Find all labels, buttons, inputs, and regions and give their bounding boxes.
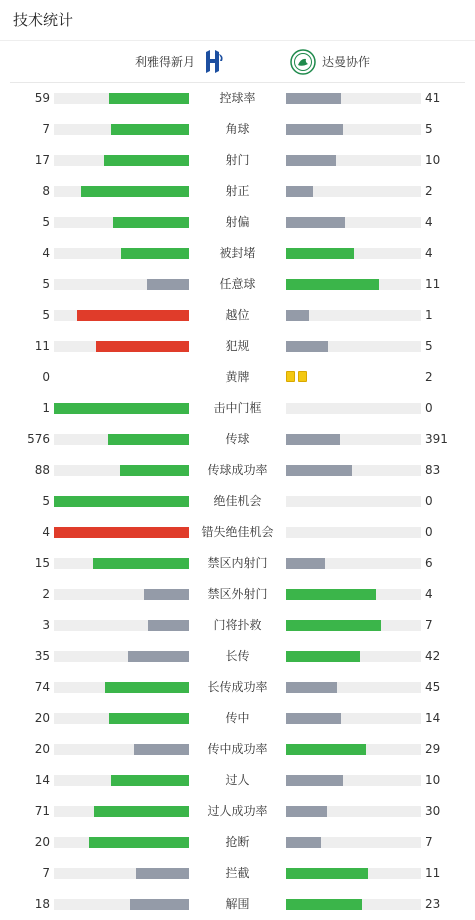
away-stat-value: 11 bbox=[425, 866, 441, 880]
stat-label: 控球率 bbox=[219, 91, 256, 105]
home-stat-bar bbox=[94, 806, 189, 817]
stat-row bbox=[0, 548, 475, 579]
yellow-cards bbox=[286, 371, 307, 382]
stat-label: 射正 bbox=[225, 184, 250, 198]
home-stat-bar bbox=[89, 837, 189, 848]
stat-row bbox=[0, 610, 475, 641]
away-stat-bar-track bbox=[286, 217, 421, 228]
away-stat-bar-track bbox=[286, 155, 421, 166]
away-stat-value: 83 bbox=[425, 463, 441, 477]
home-stat-value: 1 bbox=[42, 401, 50, 415]
stat-row bbox=[0, 238, 475, 269]
home-stat-bar bbox=[93, 558, 189, 569]
stat-label: 传中成功率 bbox=[207, 742, 268, 756]
home-stat-bar-track bbox=[54, 651, 189, 662]
stat-row bbox=[0, 703, 475, 734]
stat-label: 抢断 bbox=[225, 835, 250, 849]
away-stat-bar-track bbox=[286, 403, 421, 414]
home-stat-value: 5 bbox=[42, 277, 50, 291]
stat-row bbox=[0, 300, 475, 331]
home-stat-bar-track bbox=[54, 899, 189, 910]
home-stat-value: 576 bbox=[27, 432, 50, 446]
home-stat-bar-track bbox=[54, 341, 189, 352]
stat-row bbox=[0, 83, 475, 114]
stat-row bbox=[0, 517, 475, 548]
home-stat-bar bbox=[144, 589, 189, 600]
away-stat-value: 11 bbox=[425, 277, 441, 291]
home-stat-bar bbox=[77, 310, 189, 321]
away-stat-bar-track bbox=[286, 651, 421, 662]
away-stat-value: 2 bbox=[425, 184, 433, 198]
home-stat-value: 7 bbox=[42, 122, 50, 136]
home-stat-value: 35 bbox=[34, 649, 50, 663]
away-stat-bar bbox=[286, 93, 341, 104]
home-stat-value: 5 bbox=[42, 308, 50, 322]
away-stat-value: 1 bbox=[425, 308, 433, 322]
stat-row bbox=[0, 207, 475, 238]
away-stat-bar-track bbox=[286, 744, 421, 755]
home-stat-bar bbox=[54, 496, 189, 507]
home-stat-bar bbox=[109, 713, 189, 724]
away-stat-bar bbox=[286, 713, 341, 724]
away-stat-value: 4 bbox=[425, 246, 433, 260]
home-stat-value: 8 bbox=[42, 184, 50, 198]
away-stat-bar bbox=[286, 434, 340, 445]
home-stat-bar-track bbox=[54, 496, 189, 507]
away-stat-bar bbox=[286, 682, 337, 693]
away-stat-value: 30 bbox=[425, 804, 441, 818]
home-stat-bar-track bbox=[54, 124, 189, 135]
home-stat-bar-track bbox=[54, 620, 189, 631]
home-stat-bar-track bbox=[54, 837, 189, 848]
home-stat-value: 17 bbox=[34, 153, 50, 167]
away-stat-bar-track bbox=[286, 496, 421, 507]
away-stat-bar bbox=[286, 155, 336, 166]
stat-label: 黄牌 bbox=[225, 370, 250, 384]
stat-label: 传球成功率 bbox=[207, 463, 268, 477]
away-stat-bar bbox=[286, 651, 360, 662]
home-stat-bar bbox=[128, 651, 189, 662]
stat-row bbox=[0, 176, 475, 207]
stat-row bbox=[0, 796, 475, 827]
al-ettifaq-crest-icon bbox=[290, 49, 316, 75]
stat-label: 射门 bbox=[225, 153, 250, 167]
yellow-card-icon bbox=[286, 371, 295, 382]
stat-row bbox=[0, 889, 475, 920]
away-team-name: 达曼协作 bbox=[322, 55, 371, 69]
stat-label: 长传 bbox=[225, 649, 250, 663]
stat-label: 越位 bbox=[225, 308, 250, 322]
away-stat-bar-track bbox=[286, 899, 421, 910]
away-stat-bar bbox=[286, 620, 381, 631]
home-stat-value: 71 bbox=[34, 804, 50, 818]
home-stat-bar-track bbox=[54, 744, 189, 755]
home-stat-bar-track bbox=[54, 155, 189, 166]
home-stat-bar bbox=[54, 403, 189, 414]
stat-label: 错失绝佳机会 bbox=[201, 525, 274, 539]
home-stat-bar-track bbox=[54, 93, 189, 104]
away-stat-value: 45 bbox=[425, 680, 441, 694]
home-stat-value: 11 bbox=[34, 339, 50, 353]
away-stat-bar-track bbox=[286, 527, 421, 538]
stat-label: 射偏 bbox=[225, 215, 250, 229]
home-stat-bar-track bbox=[54, 465, 189, 476]
away-stat-value: 4 bbox=[425, 587, 433, 601]
home-stat-bar-track bbox=[54, 310, 189, 321]
stat-row bbox=[0, 579, 475, 610]
home-stat-bar bbox=[120, 465, 189, 476]
away-stat-value: 7 bbox=[425, 618, 433, 632]
home-stat-bar-track bbox=[54, 248, 189, 259]
home-stat-bar bbox=[108, 434, 189, 445]
away-stat-value: 29 bbox=[425, 742, 441, 756]
team-header bbox=[10, 41, 465, 83]
home-team-name: 利雅得新月 bbox=[134, 55, 195, 69]
stat-row bbox=[0, 827, 475, 858]
away-stat-bar-track bbox=[286, 186, 421, 197]
stat-row bbox=[0, 362, 475, 393]
away-stat-bar-track bbox=[286, 558, 421, 569]
home-stat-bar-track bbox=[54, 217, 189, 228]
away-stat-bar-track bbox=[286, 806, 421, 817]
stat-row bbox=[0, 672, 475, 703]
stat-row bbox=[0, 765, 475, 796]
home-stat-bar bbox=[113, 217, 189, 228]
stat-label: 解围 bbox=[225, 897, 250, 911]
away-stat-bar bbox=[286, 465, 352, 476]
away-stat-bar bbox=[286, 899, 362, 910]
home-stat-bar bbox=[111, 775, 189, 786]
away-stat-value: 0 bbox=[425, 401, 433, 415]
away-stat-value: 4 bbox=[425, 215, 433, 229]
stat-label: 犯规 bbox=[225, 339, 250, 353]
home-stat-value: 59 bbox=[34, 91, 50, 105]
away-stat-bar bbox=[286, 279, 379, 290]
away-stat-bar-track bbox=[286, 93, 421, 104]
stats-list bbox=[0, 83, 475, 920]
stat-row bbox=[0, 641, 475, 672]
away-stat-bar bbox=[286, 217, 345, 228]
home-stat-bar bbox=[81, 186, 189, 197]
away-stat-value: 0 bbox=[425, 525, 433, 539]
stat-row bbox=[0, 393, 475, 424]
home-stat-value: 7 bbox=[42, 866, 50, 880]
home-stat-bar-track bbox=[54, 279, 189, 290]
away-stat-bar-track bbox=[286, 341, 421, 352]
stat-label: 禁区内射门 bbox=[207, 556, 268, 570]
stat-label: 门将扑救 bbox=[213, 618, 262, 632]
home-stat-bar-track bbox=[54, 868, 189, 879]
home-stat-bar-track bbox=[54, 403, 189, 414]
stat-row bbox=[0, 455, 475, 486]
stat-label: 被封堵 bbox=[219, 246, 256, 260]
stat-row bbox=[0, 486, 475, 517]
away-stat-bar bbox=[286, 744, 366, 755]
home-stat-value: 74 bbox=[34, 680, 50, 694]
stat-row bbox=[0, 269, 475, 300]
away-stat-value: 10 bbox=[425, 773, 441, 787]
away-stat-bar bbox=[286, 868, 368, 879]
away-stat-bar-track bbox=[286, 434, 421, 445]
stat-label: 角球 bbox=[225, 122, 250, 136]
away-stat-bar-track bbox=[286, 279, 421, 290]
stat-label: 绝佳机会 bbox=[213, 494, 262, 508]
home-stat-value: 20 bbox=[34, 835, 50, 849]
away-stat-bar-track bbox=[286, 775, 421, 786]
away-stat-bar bbox=[286, 589, 376, 600]
home-stat-value: 20 bbox=[34, 742, 50, 756]
away-stat-bar-track bbox=[286, 310, 421, 321]
away-stat-bar bbox=[286, 558, 325, 569]
away-stat-value: 0 bbox=[425, 494, 433, 508]
home-stat-bar-track bbox=[54, 806, 189, 817]
home-stat-value: 2 bbox=[42, 587, 50, 601]
home-stat-value: 4 bbox=[42, 525, 50, 539]
stat-label: 传中 bbox=[225, 711, 250, 725]
home-stat-bar bbox=[111, 124, 189, 135]
stat-row bbox=[0, 145, 475, 176]
home-stat-value: 20 bbox=[34, 711, 50, 725]
home-stat-bar bbox=[54, 527, 189, 538]
away-stat-bar bbox=[286, 806, 327, 817]
page-title: 技术统计 bbox=[0, 0, 475, 41]
away-stat-value: 7 bbox=[425, 835, 433, 849]
away-stat-bar bbox=[286, 837, 321, 848]
stat-label: 过人成功率 bbox=[207, 804, 268, 818]
stat-row bbox=[0, 734, 475, 765]
home-stat-bar bbox=[121, 248, 189, 259]
home-stat-bar bbox=[105, 682, 189, 693]
home-stat-value: 18 bbox=[34, 897, 50, 911]
away-stat-value: 2 bbox=[425, 370, 433, 384]
away-stat-bar bbox=[286, 310, 309, 321]
home-stat-bar-track bbox=[54, 527, 189, 538]
stat-row bbox=[0, 858, 475, 889]
home-stat-bar-track bbox=[54, 682, 189, 693]
home-stat-bar bbox=[147, 279, 189, 290]
home-stat-bar bbox=[96, 341, 189, 352]
home-stat-value: 0 bbox=[42, 370, 50, 384]
stat-label: 拦截 bbox=[225, 866, 250, 880]
home-stat-value: 3 bbox=[42, 618, 50, 632]
away-stat-value: 41 bbox=[425, 91, 441, 105]
away-stat-bar-track bbox=[286, 713, 421, 724]
home-stat-bar-track bbox=[54, 434, 189, 445]
away-stat-value: 14 bbox=[425, 711, 441, 725]
stat-label: 禁区外射门 bbox=[207, 587, 268, 601]
home-stat-bar bbox=[136, 868, 189, 879]
stat-row bbox=[0, 114, 475, 145]
away-stat-bar bbox=[286, 186, 313, 197]
away-team[interactable] bbox=[290, 41, 370, 82]
stat-row bbox=[0, 331, 475, 362]
home-stat-bar bbox=[134, 744, 189, 755]
stat-label: 过人 bbox=[225, 773, 250, 787]
home-team[interactable] bbox=[135, 41, 225, 82]
away-stat-bar-track bbox=[286, 868, 421, 879]
home-stat-bar bbox=[104, 155, 189, 166]
al-hilal-crest-icon bbox=[203, 49, 225, 75]
stat-label: 任意球 bbox=[219, 277, 256, 291]
home-stat-value: 88 bbox=[34, 463, 50, 477]
away-stat-value: 391 bbox=[425, 432, 448, 446]
away-stat-bar-track bbox=[286, 682, 421, 693]
away-stat-value: 5 bbox=[425, 122, 433, 136]
home-stat-value: 5 bbox=[42, 215, 50, 229]
away-stat-bar bbox=[286, 248, 354, 259]
away-stat-bar bbox=[286, 341, 328, 352]
home-stat-value: 15 bbox=[34, 556, 50, 570]
stat-label: 传球 bbox=[225, 432, 250, 446]
home-stat-value: 5 bbox=[42, 494, 50, 508]
yellow-card-icon bbox=[298, 371, 307, 382]
home-stat-bar-track bbox=[54, 589, 189, 600]
away-stat-bar-track bbox=[286, 589, 421, 600]
away-stat-value: 5 bbox=[425, 339, 433, 353]
away-stat-value: 42 bbox=[425, 649, 441, 663]
home-stat-bar-track bbox=[54, 775, 189, 786]
away-stat-value: 6 bbox=[425, 556, 433, 570]
home-stat-bar bbox=[109, 93, 189, 104]
away-stat-bar-track bbox=[286, 620, 421, 631]
away-stat-bar bbox=[286, 124, 343, 135]
home-stat-value: 4 bbox=[42, 246, 50, 260]
away-stat-value: 23 bbox=[425, 897, 441, 911]
stat-row bbox=[0, 424, 475, 455]
away-stat-bar-track bbox=[286, 837, 421, 848]
home-stat-bar-track bbox=[54, 558, 189, 569]
home-stat-bar bbox=[148, 620, 189, 631]
home-stat-bar bbox=[130, 899, 189, 910]
home-stat-value: 14 bbox=[34, 773, 50, 787]
away-stat-value: 10 bbox=[425, 153, 441, 167]
away-stat-bar-track bbox=[286, 465, 421, 476]
home-stat-bar-track bbox=[54, 186, 189, 197]
stat-label: 击中门框 bbox=[213, 401, 262, 415]
stat-label: 长传成功率 bbox=[207, 680, 268, 694]
away-stat-bar-track bbox=[286, 248, 421, 259]
away-stat-bar-track bbox=[286, 124, 421, 135]
away-stat-bar bbox=[286, 775, 343, 786]
home-stat-bar-track bbox=[54, 713, 189, 724]
